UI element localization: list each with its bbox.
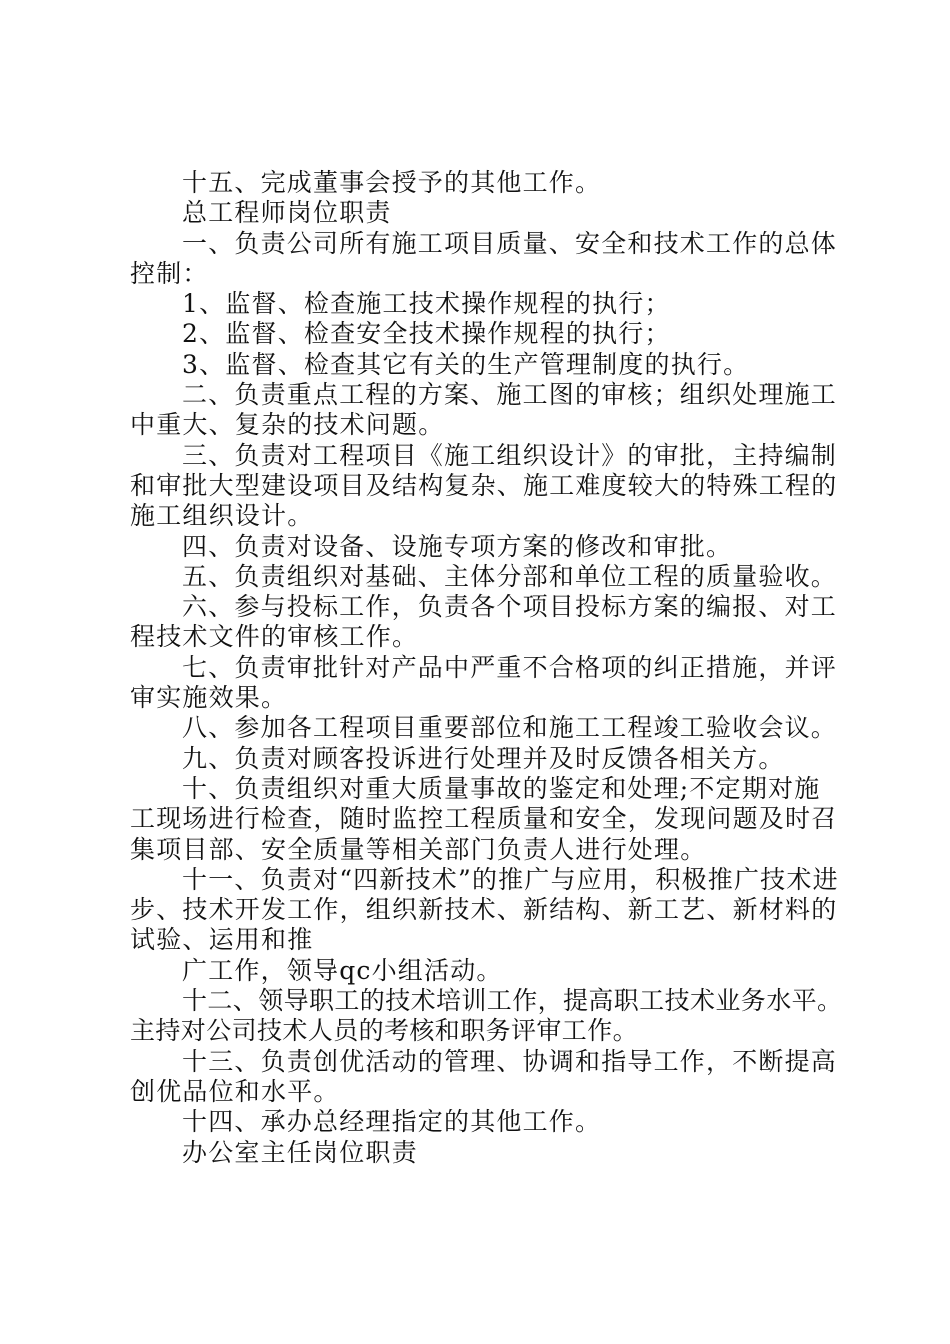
paragraph-duty-1: 一、负责公司所有施工项目质量、安全和技术工作的总体控制： [130,228,838,288]
paragraph-item-15-closing: 十五、完成董事会授予的其他工作。 [182,168,602,197]
document-body [130,168,845,1168]
paragraph-duty-7: 七、负责审批针对产品中严重不合格项的纠正措施，并评审实施效果。 [130,652,838,713]
paragraph-duty-11: 十一、负责对“四新技术”的推广与应用，积极推广技术进步、技术开发工作，组织新技术、新结构、新工艺、新材料的试验、运用和推 [130,864,839,955]
paragraph-duty-8: 八、参加各工程项目重要部位和施工工程竣工验收会议。 [182,713,838,743]
section-heading-office-director: 办公室主任岗位职责 [182,1137,418,1167]
paragraph-duty-2: 二、负责重点工程的方案、施工图的审核；组织处理施工中重大、复杂的技术问题。 [130,380,838,440]
paragraph-duty-11-continued: 广工作，领导qc小组活动。 [182,955,503,985]
paragraph-duty-5: 五、负责组织对基础、主体分部和单位工程的质量验收。 [182,561,838,591]
section-heading-chief-engineer: 总工程师岗位职责 [182,198,392,228]
paragraph-subduty-3: 3、监督、检查其它有关的生产管理制度的执行。 [182,349,750,379]
paragraph-duty-3: 三、负责对工程项目《施工组织设计》的审批，主持编制和审批大型建设项目及结构复杂、施工难度较大的特殊工程的施工组织设计。 [130,440,838,531]
paragraph-subduty-1: 1、监督、检查施工技术操作规程的执行； [182,289,671,319]
paragraph-duty-14: 十四、承办总经理指定的其他工作。 [182,1107,602,1137]
paragraph-duty-12: 十二、领导职工的技术培训工作，提高职工技术业务水平。主持对公司技术人员的考核和职务评审工作。 [130,986,843,1046]
paragraph-duty-6: 六、参与投标工作，负责各个项目投标方案的编报、对工程技术文件的审核工作。 [130,592,838,652]
paragraph-duty-10: 十、负责组织对重大质量事故的鉴定和处理;不定期对施工现场进行检查，随时监控工程质量和安全，发现问题及时召集项目部、安全质量等相关部门负责人进行处理。 [130,773,838,864]
paragraph-duty-9: 九、负责对顾客投诉进行处理并及时反馈各相关方。 [182,743,785,773]
paragraph-duty-13: 十三、负责创优活动的管理、协调和指导工作，不断提高创优品位和水平。 [130,1046,838,1106]
paragraph-duty-4: 四、负责对设备、设施专项方案的修改和审批。 [182,531,733,561]
paragraph-subduty-2: 2、监督、检查安全技术操作规程的执行； [182,319,671,349]
